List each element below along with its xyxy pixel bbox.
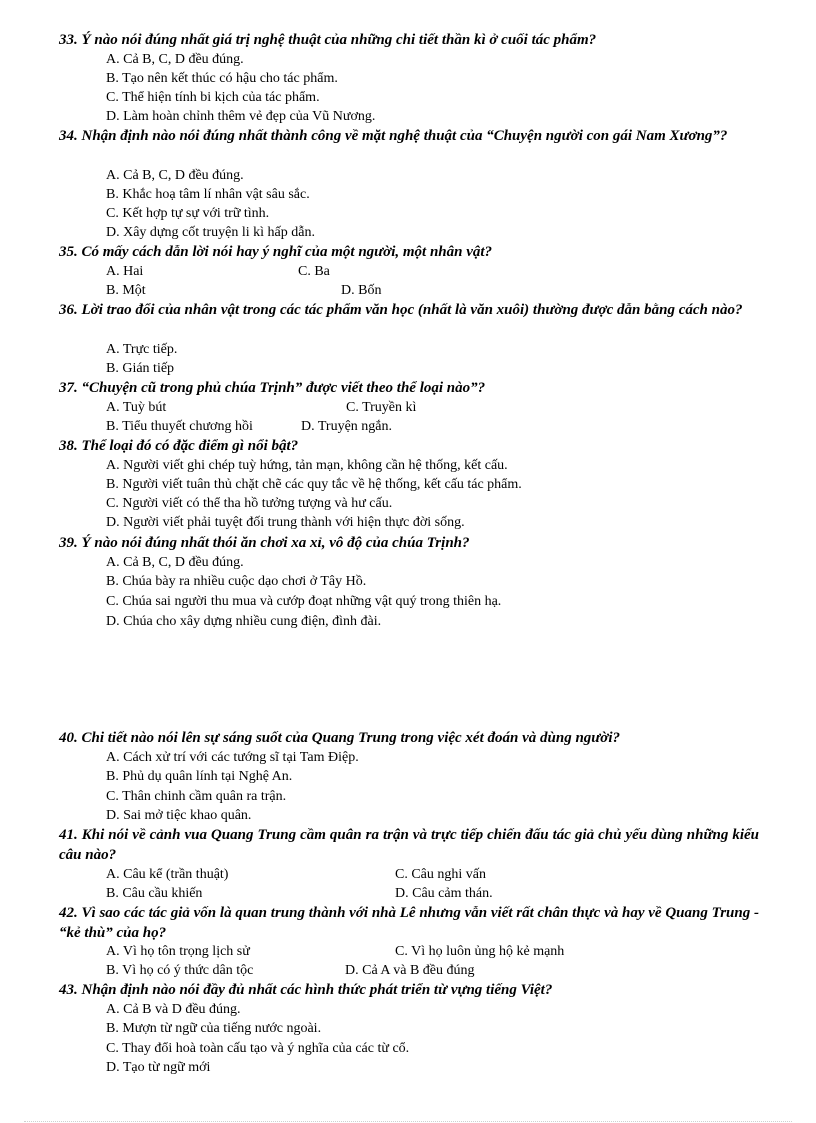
question-41-option-b: B. Câu cầu khiến [106, 886, 203, 901]
question-34-option-d: D. Xây dựng cốt truyện li kì hấp dẫn. [106, 225, 315, 240]
question-41-option-d: D. Câu cảm thán. [395, 886, 493, 901]
question-40-option-a: A. Cách xử trí với các tướng sĩ tại Tam Điệp. [106, 750, 359, 765]
question-37-option-a: A. Tuỳ bút [106, 400, 167, 415]
question-35-option-d: D. Bốn [341, 283, 382, 298]
question-33: 33. Ý nào nói đúng nhất giá trị nghệ thuật của những chi tiết thần kì ở cuối tác phẩm? [59, 32, 597, 48]
question-41-option-c: C. Câu nghi vấn [395, 867, 486, 882]
question-39-option-a: A. Cả B, C, D đều đúng. [106, 555, 244, 570]
question-42-option-a: A. Vì họ tôn trọng lịch sử [106, 944, 250, 959]
question-42-option-b: B. Vì họ có ý thức dân tộc [106, 963, 254, 978]
question-34-option-c: C. Kết hợp tự sự với trữ tình. [106, 206, 270, 221]
question-39: 39. Ý nào nói đúng nhất thói ăn chơi xa xỉ, vô độ của chúa Trịnh? [59, 535, 470, 551]
question-37-option-b: B. Tiểu thuyết chương hồi [106, 419, 253, 434]
question-38: 38. Thể loại đó có đặc điểm gì nổi bật? [59, 438, 299, 454]
question-36-option-b: B. Gián tiếp [106, 361, 175, 376]
question-35-option-a: A. Hai [106, 264, 144, 279]
question-39-option-b: B. Chúa bày ra nhiều cuộc dạo chơi ở Tây Hồ. [106, 574, 367, 589]
question-43-option-a: A. Cả B và D đều đúng. [106, 1002, 241, 1017]
question-34-option-b: B. Khắc hoạ tâm lí nhân vật sâu sắc. [106, 187, 310, 202]
question-33-option-a: A. Cả B, C, D đều đúng. [106, 52, 244, 67]
question-40-option-c: C. Thân chinh cầm quân ra trận. [106, 789, 287, 804]
question-33-option-d: D. Làm hoàn chỉnh thêm vẻ đẹp của Vũ Nương. [106, 109, 376, 124]
question-40-option-d: D. Sai mở tiệc khao quân. [106, 808, 252, 823]
question-43-option-c: C. Thay đổi hoà toàn cấu tạo và ý nghĩa của các từ cổ. [106, 1041, 410, 1056]
question-38-option-d: D. Người viết phải tuyệt đối trung thành với hiện thực đời sống. [106, 515, 465, 530]
question-39-option-c: C. Chúa sai người thu mua và cướp đoạt những vật quý trong thiên hạ. [106, 594, 502, 609]
question-40: 40. Chi tiết nào nói lên sự sáng suốt của Quang Trung trong việc xét đoán và dùng người? [59, 730, 620, 746]
question-41-option-a: A. Câu kể (trần thuật) [106, 867, 229, 882]
question-37: 37. “Chuyện cũ trong phủ chúa Trịnh” được viết theo thể loại nào”? [59, 380, 486, 396]
question-39-option-d: D. Chúa cho xây dựng nhiều cung điện, đình đài. [106, 614, 382, 629]
question-33-option-b: B. Tạo nên kết thúc có hậu cho tác phẩm. [106, 71, 338, 86]
question-38-option-b: B. Người viết tuân thủ chặt chẽ các quy tắc về hệ thống, kết cấu tác phẩm. [106, 477, 522, 492]
question-36-option-a: A. Trực tiếp. [106, 342, 178, 357]
question-43: 43. Nhận định nào nói đầy đủ nhất các hình thức phát triển từ vựng tiếng Việt? [59, 982, 553, 998]
question-37-option-c: C. Truyền kì [346, 400, 417, 415]
question-35: 35. Có mấy cách dẫn lời nói hay ý nghĩ của một người, một nhân vật? [59, 244, 493, 260]
question-42: 42. Vì sao các tác giả vốn là quan trung thành với nhà Lê nhưng vẫn viết rất chân thực và hay về Quang Trung - “kẻ thù” của họ? [59, 905, 759, 941]
question-36: 36. Lời trao đổi của nhân vật trong các tác phẩm văn học (nhất là văn xuôi) thường được dẫn bằng cách nào? [59, 302, 743, 318]
question-34-option-a: A. Cả B, C, D đều đúng. [106, 168, 244, 183]
question-43-option-d: D. Tạo từ ngữ mới [106, 1060, 211, 1075]
question-41: 41. Khi nói về cảnh vua Quang Trung cầm quân ra trận và trực tiếp chiến đấu tác giả chủ yếu dùng những kiểu câu nào? [59, 827, 759, 863]
question-33-option-c: C. Thể hiện tính bi kịch của tác phẩm. [106, 90, 320, 105]
question-34: 34. Nhận định nào nói đúng nhất thành công về mặt nghệ thuật của “Chuyện người con gái Nam Xương”? [59, 128, 728, 144]
question-42-option-c: C. Vì họ luôn ủng hộ kẻ mạnh [395, 944, 565, 959]
question-37-option-d: D. Truyện ngắn. [301, 419, 393, 434]
question-38-option-c: C. Người viết có thể tha hồ tưởng tượng và hư cấu. [106, 496, 393, 511]
question-35-option-c: C. Ba [298, 264, 330, 279]
question-40-option-b: B. Phủ dụ quân lính tại Nghệ An. [106, 769, 293, 784]
question-43-option-b: B. Mượn từ ngữ của tiếng nước ngoài. [106, 1021, 322, 1036]
question-42-option-d: D. Cả A và B đều đúng [345, 963, 475, 978]
question-35-option-b: B. Một [106, 283, 146, 298]
question-38-option-a: A. Người viết ghi chép tuỳ hứng, tản mạn, không cần hệ thống, kết cấu. [106, 458, 508, 473]
